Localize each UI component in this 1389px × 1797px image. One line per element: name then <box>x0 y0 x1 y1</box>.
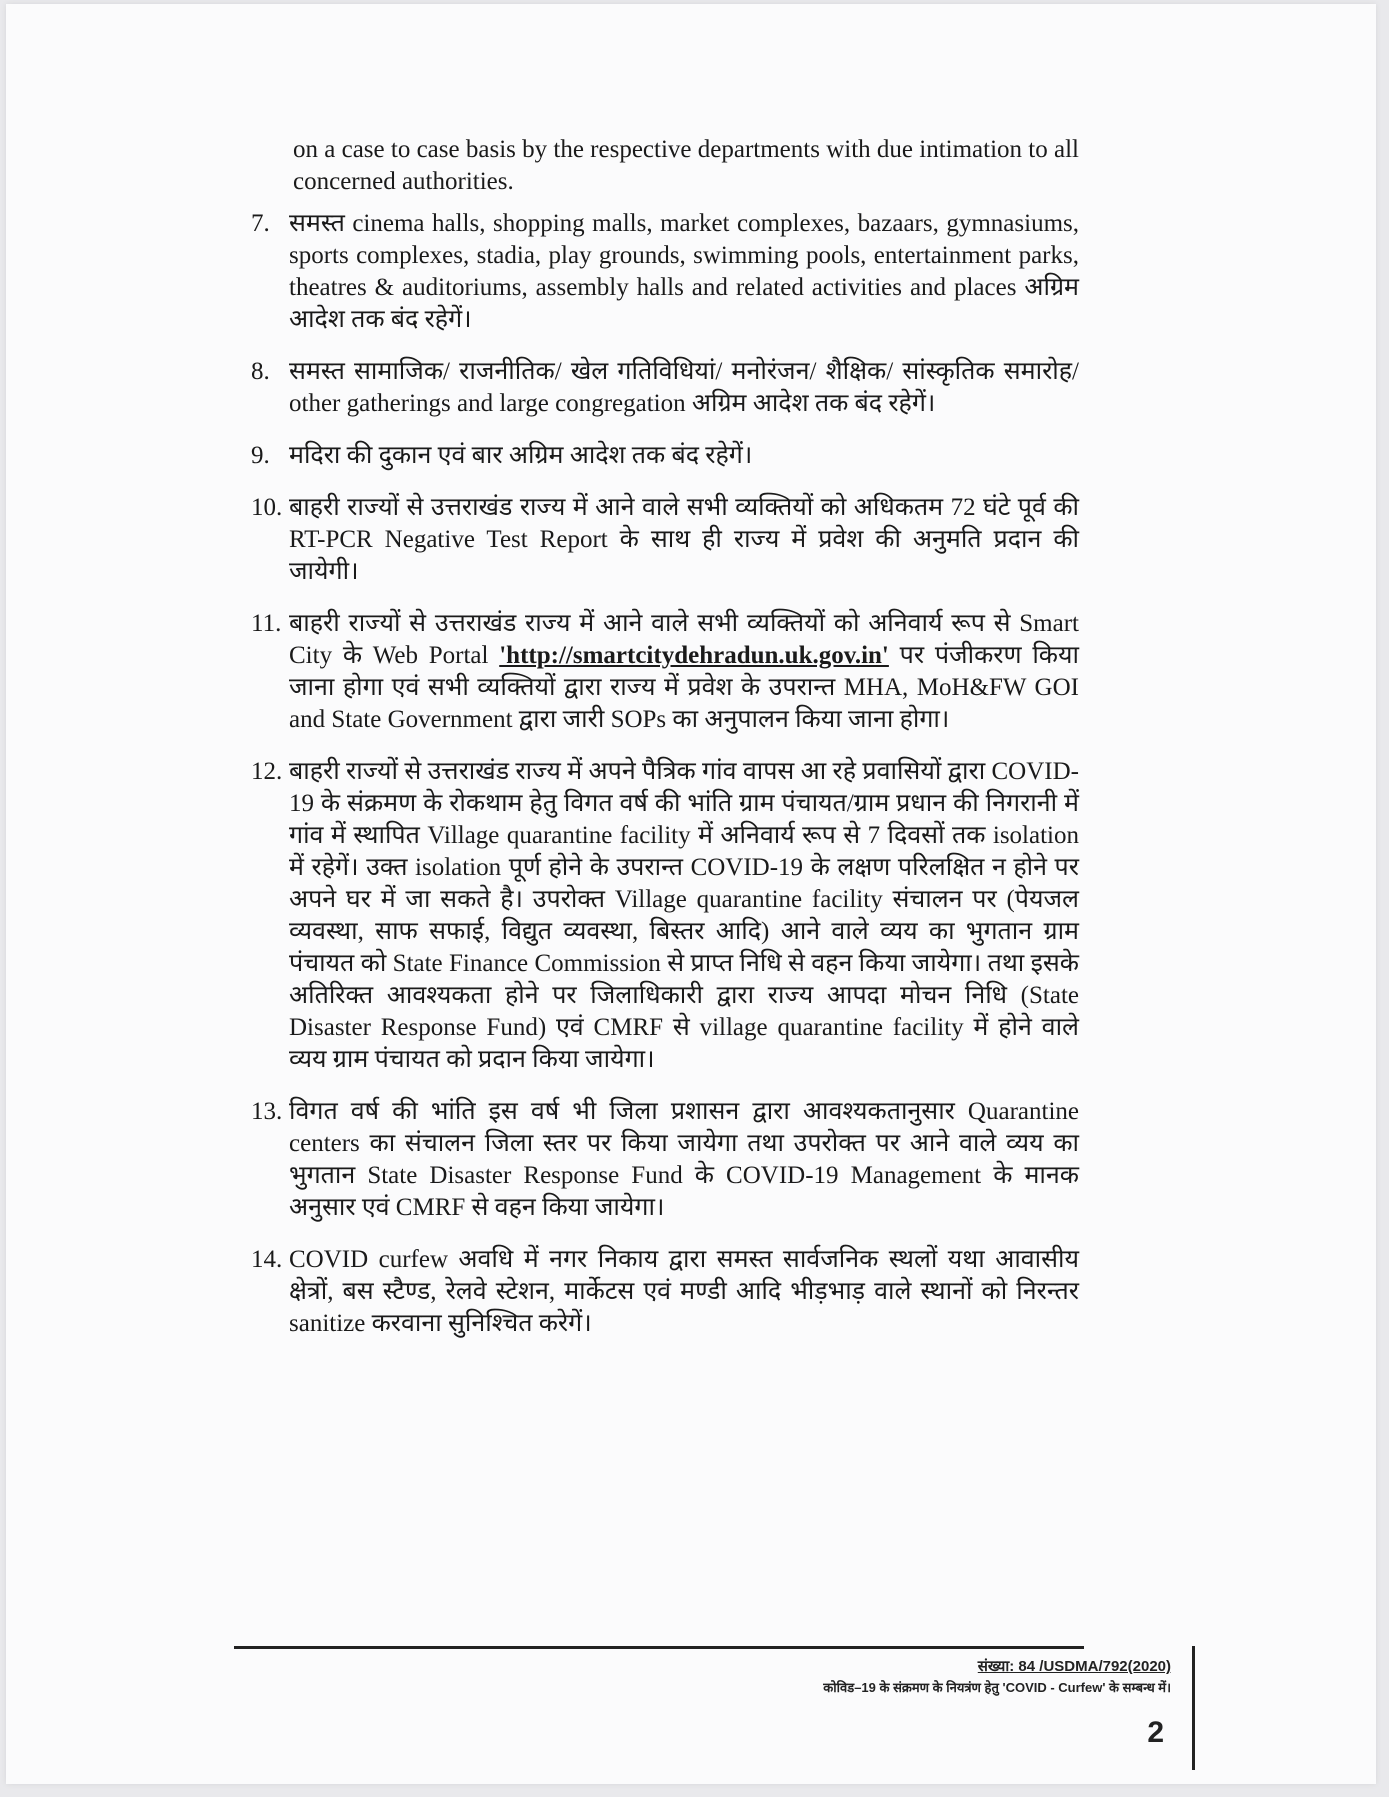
item-text-before-link: बाहरी राज्यों से उत्तराखंड राज्य में आने वाले सभी व्यक्तियों को अनिवार्य रूप से Smart City के Web Portal <box>289 610 1079 669</box>
item-text: समस्त सामाजिक/ राजनीतिक/ खेल गतिविधियां/ मनोरंजन/ शैक्षिक/ सांस्कृतिक समारोह/ other gatherings and large congregation अग्रिम आदेश तक बंद रहेगें। <box>289 358 1079 417</box>
list-item-12 <box>251 756 1079 1076</box>
item-text: विगत वर्ष की भांति इस वर्ष भी जिला प्रशासन द्वारा आवश्यकतानुसार Quarantine centers का संचालन जिला स्तर पर किया जायेगा तथा उपरोक्त पर आने वाले व्यय का भुगतान State Disaster Response Fund के COVID-19 Management के मानक अनुसार एवं CMRF से वहन किया जायेगा। <box>289 1098 1079 1221</box>
list-item-7 <box>251 208 1079 336</box>
footer-reference: संख्या: 84 /USDMA/792(2020) <box>977 1658 1171 1675</box>
item-text: COVID curfew अवधि में नगर निकाय द्वारा समस्त सार्वजनिक स्थलों यथा आवासीय क्षेत्रों, बस स्टैण्ड, रेलवे स्टेशन, मार्केटस एवं मण्डी आदि भीड़भाड़ वाले स्थानों को निरन्तर sanitize करवाना सुनिश्चित करेगें। <box>289 1246 1079 1337</box>
item-text <box>289 608 1079 736</box>
document-page <box>6 4 1376 1784</box>
footer-vertical-rule <box>1192 1646 1195 1770</box>
item-number: 10. <box>251 494 283 521</box>
page-number: 2 <box>1147 1716 1164 1749</box>
item-number: 13. <box>251 1098 283 1125</box>
item-text-after-link: पर पंजीकरण किया जाना होगा एवं सभी व्यक्तियों द्वारा राज्य में प्रवेश के उपरान्त MHA, MoH&FW GOI and State Government द्वारा जारी SOPs का अनुपालन किया जाना होगा। <box>289 642 1079 733</box>
list-item-9 <box>251 440 1079 472</box>
item-number: 12. <box>251 758 283 785</box>
item-text: समस्त cinema halls, shopping malls, market complexes, bazaars, gymnasiums, sports complexes, stadia, play grounds, swimming pools, entertainment parks, theatres & auditoriums, assembly halls and related activities and places अग्रिम आदेश तक बंद रहेगें। <box>289 210 1079 333</box>
list-item-10 <box>251 492 1079 588</box>
list-item-11 <box>251 608 1079 736</box>
item-number: 14. <box>251 1246 283 1273</box>
smart-city-portal-link[interactable]: 'http://smartcitydehradun.uk.gov.in' <box>499 642 889 669</box>
footer-subject: कोविड–19 के संक्रमण के नियत्रंण हेतु 'COVID - Curfew' के सम्बन्ध में। <box>823 1680 1171 1695</box>
item-number: 9. <box>251 442 270 469</box>
item-text: मदिरा की दुकान एवं बार अग्रिम आदेश तक बंद रहेगें। <box>289 442 753 469</box>
continuation-paragraph: on a case to case basis by the respective departments with due intimation to all concerned authorities. <box>293 136 1079 195</box>
item-text: बाहरी राज्यों से उत्तराखंड राज्य में अपने पैत्रिक गांव वापस आ रहे प्रवासियों द्वारा COVID-19 के संक्रमण के रोकथाम हेतु विगत वर्ष की भांति ग्राम पंचायत/ग्राम प्रधान की निगरानी में गांव में स्थापित Village quarantine facility में अनिवार्य रूप से 7 दिवसों तक isolation में रहेगें। उक्त isolation पूर्ण होने के उपरान्त COVID-19 के लक्षण परिलक्षित न होने पर अपने घर में जा सकते है। उपरोक्त Village quarantine facility संचालन पर (पेयजल व्यवस्था, साफ सफाई, विद्युत व्यवस्था, बिस्तर आदि) आने वाले व्यय का भुगतान ग्राम पंचायत को State Finance Commission से प्राप्त निधि से वहन किया जायेगा। तथा इसके अतिरिक्त आवश्यकता होने पर जिलाधिकारी द्वारा राज्य आपदा मोचन निधि (State Disaster Response Fund) एवं CMRF से village quarantine facility में होने वाले व्यय ग्राम पंचायत को प्रदान किया जायेगा। <box>289 758 1079 1073</box>
list-item-14 <box>251 1244 1079 1340</box>
document-body <box>251 134 1079 1360</box>
item-number: 8. <box>251 358 270 385</box>
list-item-13 <box>251 1096 1079 1224</box>
footer-divider <box>234 1646 1084 1649</box>
item-number: 7. <box>251 210 270 237</box>
item-number: 11. <box>251 610 282 637</box>
item-text: बाहरी राज्यों से उत्तराखंड राज्य में आने वाले सभी व्यक्तियों को अधिकतम 72 घंटे पूर्व की RT-PCR Negative Test Report के साथ ही राज्य में प्रवेश की अनुमति प्रदान की जायेगी। <box>289 494 1079 585</box>
list-item-8 <box>251 356 1079 420</box>
